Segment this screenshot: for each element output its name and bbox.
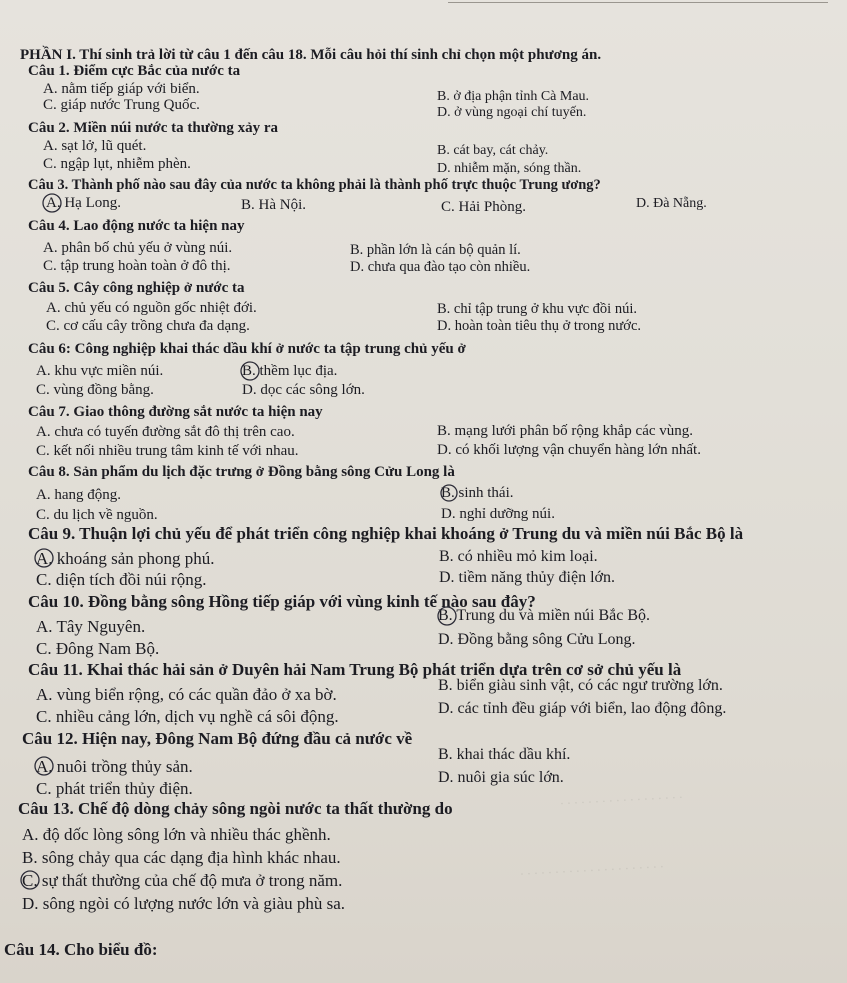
question-12-stem: Câu 12. Hiện nay, Đông Nam Bộ đứng đầu cả nước về [22,729,413,748]
question-3-stem: Câu 3. Thành phố nào sau đây của nước ta không phải là thành phố trực thuộc Trung ương? [28,177,601,193]
q3-answer-mark [43,194,61,212]
question-5-stem: Câu 5. Cây công nghiệp ở nước ta [28,280,245,296]
q8-option-d: D. nghỉ dưỡng núi. [441,506,555,522]
q7-option-d: D. có khối lượng vận chuyển hàng lớn nhất. [437,442,701,458]
question-1-stem: Câu 1. Điểm cực Bắc của nước ta [28,63,241,79]
q10-option-d: D. Đồng bằng sông Cửu Long. [438,631,636,648]
q10-option-c: C. Đông Nam Bộ. [36,639,160,658]
q6-option-d: D. dọc các sông lớn. [242,382,365,398]
q5-option-a: A. chủ yếu có nguồn gốc nhiệt đới. [46,300,257,316]
q4-option-b: B. phần lớn là cán bộ quản lí. [350,242,521,258]
bleed-through: . . . . . . . . . . . . . . . . . . . . . [519,856,664,879]
question-6-stem: Câu 6: Công nghiệp khai thác dầu khí ở nước ta tập trung chủ yếu ở [28,341,466,357]
question-9-stem: Câu 9. Thuận lợi chủ yếu để phát triển công nghiệp khai khoáng ở Trung du và miền núi Bắc Bộ là [28,524,744,543]
q3-option-b: B. Hà Nội. [241,197,306,213]
q6-answer-mark [241,362,259,380]
q6-option-c: C. vùng đồng bằng. [36,382,154,398]
q10-answer-mark [438,607,456,625]
q10-option-b: B. Trung du và miền núi Bắc Bộ. [438,607,651,624]
q2-option-b: B. cát bay, cát chảy. [437,143,549,158]
q13-option-c: C. sự thất thường của chế độ mưa ở trong năm. [22,871,343,890]
q12-option-b: B. khai thác dầu khí. [438,746,571,763]
q1-option-d: D. ở vùng ngoại chí tuyến. [437,105,587,120]
q6-option-b: B. thềm lục địa. [242,363,338,379]
bleed-through: . . . . . . . . . . . . . . . . . . [559,786,683,809]
q13-answer-mark [21,871,39,889]
question-7-stem: Câu 7. Giao thông đường sắt nước ta hiện nay [28,404,323,420]
q5-option-d: D. hoàn toàn tiêu thụ ở trong nước. [437,318,642,334]
q8-option-b: B. sinh thái. [441,485,514,501]
q13-option-d: D. sông ngòi có lượng nước lớn và giàu phù sa. [22,894,346,913]
q12-option-d: D. nuôi gia súc lớn. [438,769,564,786]
q9-option-c: C. diện tích đồi núi rộng. [36,570,207,589]
question-13-stem: Câu 13. Chế độ dòng chảy sông ngòi nước ta thất thường do [18,799,453,818]
q1-option-c: C. giáp nước Trung Quốc. [43,97,200,113]
q7-option-c: C. kết nối nhiều trung tâm kinh tế với nhau. [36,443,299,459]
q9-option-a: A. khoáng sản phong phú. [36,549,215,568]
q11-option-a: A. vùng biển rộng, có các quần đảo ở xa bờ. [36,685,337,704]
q10-option-a: A. Tây Nguyên. [36,617,146,636]
question-11-stem: Câu 11. Khai thác hải sản ở Duyên hải Nam Trung Bộ phát triển dựa trên cơ sở chủ yếu là [28,660,682,679]
q5-option-b: B. chỉ tập trung ở khu vực đồi núi. [437,301,637,317]
q11-option-d: D. các tỉnh đều giáp với biển, lao động đông. [438,700,727,717]
q12-answer-mark [35,757,53,775]
q9-option-b: B. có nhiều mỏ kim loại. [439,548,598,565]
q9-option-d: D. tiềm năng thủy điện lớn. [439,569,615,586]
q8-option-c: C. du lịch về nguồn. [36,507,158,523]
q4-option-d: D. chưa qua đào tạo còn nhiều. [350,259,531,275]
question-8-stem: Câu 8. Sản phẩm du lịch đặc trưng ở Đồng bằng sông Cửu Long là [28,464,455,480]
q8-answer-mark [441,485,457,501]
q4-option-a: A. phân bố chủ yếu ở vùng núi. [43,240,233,256]
q1-option-a: A. nằm tiếp giáp với biển. [43,81,200,97]
q12-option-a: A. nuôi trồng thủy sản. [36,757,193,776]
q7-option-a: A. chưa có tuyến đường sắt đô thị trên cao. [36,424,295,440]
q13-option-b: B. sông chảy qua các dạng địa hình khác nhau. [22,848,341,867]
q12-option-c: C. phát triển thủy điện. [36,779,193,798]
q5-option-c: C. cơ cấu cây trồng chưa đa dạng. [46,318,250,334]
q13-option-a: A. độ dốc lòng sông lớn và nhiều thác ghềnh. [22,825,331,844]
q7-option-b: B. mạng lưới phân bố rộng khắp các vùng. [437,423,694,439]
q6-option-a: A. khu vực miền núi. [36,363,164,379]
q2-option-a: A. sạt lở, lũ quét. [43,138,147,154]
question-2-stem: Câu 2. Miền núi nước ta thường xảy ra [28,120,279,136]
q3-option-a: A. Hạ Long. [46,195,121,211]
q11-option-b: B. biển giàu sinh vật, có các ngư trường lớn. [438,677,723,694]
question-4-stem: Câu 4. Lao động nước ta hiện nay [28,218,245,234]
question-10-stem: Câu 10. Đồng bằng sông Hồng tiếp giáp với vùng kinh tế nào sau đây? [28,592,536,611]
q3-option-c: C. Hải Phòng. [441,199,527,215]
q1-option-b: B. ở địa phận tỉnh Cà Mau. [437,89,590,104]
part-title: PHẦN I. Thí sinh trả lời từ câu 1 đến câu 18. Mỗi câu hỏi thí sinh chỉ chọn một phương án. [20,47,602,63]
question-14-stem: Câu 14. Cho biểu đồ: [4,940,158,959]
q8-option-a: A. hang động. [36,487,121,503]
q11-option-c: C. nhiều cảng lớn, dịch vụ nghề cá sôi động. [36,707,339,726]
q3-option-d: D. Đà Nẵng. [636,196,707,211]
q2-option-c: C. ngập lụt, nhiễm phèn. [43,156,191,172]
q2-option-d: D. nhiễm mặn, sóng thần. [437,161,582,176]
q4-option-c: C. tập trung hoàn toàn ở đô thị. [43,258,231,274]
q9-answer-mark [35,549,53,567]
